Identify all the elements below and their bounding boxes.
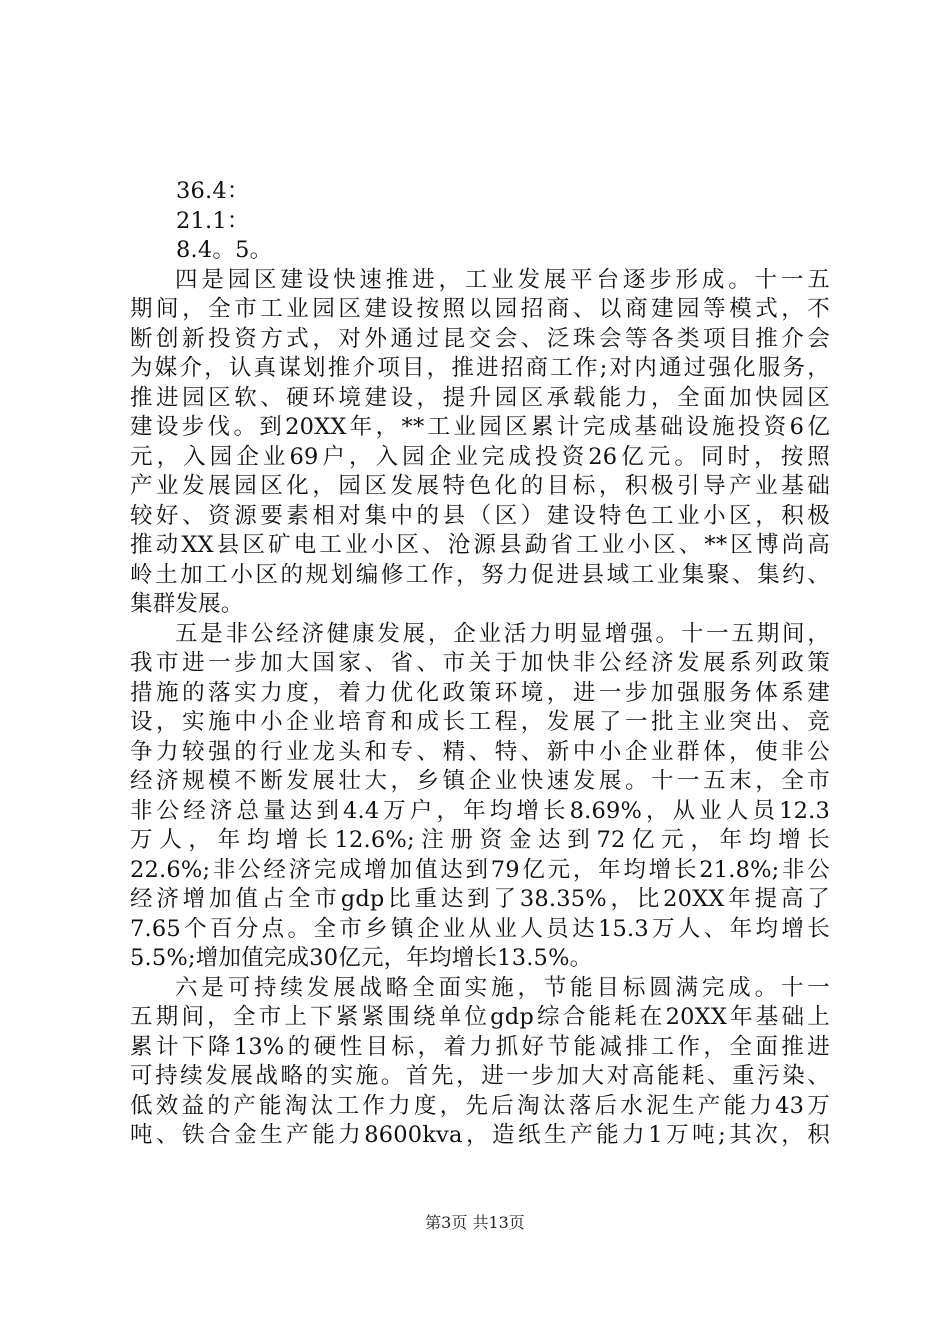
paragraph-line: 非公经济总量达到4.4万户，年均增长8.69%，从业人员12.3 <box>130 797 830 824</box>
paragraph-line: 四是园区建设快速推进，工业发展平台逐步形成。十一五 <box>175 266 830 293</box>
paragraph-line: 推动XX县区矿电工业小区、沧源县勐省工业小区、**区博尚高 <box>130 532 830 558</box>
paragraph-line: 措施的落实力度，着力优化政策环境，进一步加强服务体系建 <box>130 679 830 706</box>
ratio-line: 8.4。5。 <box>176 237 273 263</box>
paragraph-line: 可持续发展战略的实施。首先，进一步加大对高能耗、重污染、 <box>130 1063 830 1089</box>
paragraph-line: 吨、铁合金生产能力8600kva，造纸生产能力1万吨;其次，积 <box>130 1122 830 1148</box>
paragraph-industrial-parks <box>130 266 830 620</box>
ratio-line: 21.1： <box>176 207 250 234</box>
paragraph-line: 为媒介，认真谋划推介项目，推进招商工作;对内通过强化服务， <box>130 355 830 381</box>
paragraph-line: 22.6%;非公经济完成增加值达到79亿元，年均增长21.8%;非公 <box>130 856 830 883</box>
paragraph-line: 元，入园企业69户，入园企业完成投资26亿元。同时，按照 <box>130 443 830 470</box>
paragraph-line: 争力较强的行业龙头和专、精、特、新中小企业群体，使非公 <box>130 738 830 765</box>
paragraph-line: 期间，全市工业园区建设按照以园招商、以商建园等模式，不 <box>130 296 830 322</box>
paragraph-line: 7.65个百分点。全市乡镇企业从业人员达15.3万人、年均增长 <box>130 915 830 942</box>
paragraph-line: 设，实施中小企业培育和成长工程，发展了一批主业突出、竞 <box>130 709 830 735</box>
paragraph-line: 低效益的产能淘汰工作力度，先后淘汰落后水泥生产能力43万 <box>130 1092 830 1119</box>
paragraph-line: 六是可持续发展战略全面实施，节能目标圆满完成。十一 <box>175 974 830 1001</box>
paragraph-line: 集群发展。 <box>130 591 244 617</box>
paragraph-line: 建设步伐。到20XX年，**工业园区累计完成基础设施投资6亿 <box>130 414 830 440</box>
ratio-line: 36.4： <box>176 178 250 204</box>
paragraph-sustainable-development <box>130 974 830 1151</box>
paragraph-line: 我市进一步加大国家、省、市关于加快非公经济发展系列政策 <box>130 650 830 676</box>
paragraph-line: 累计下降13%的硬性目标，着力抓好节能减排工作，全面推进 <box>130 1033 830 1060</box>
page-number-footer: 第3页 共13页 <box>425 1213 525 1232</box>
document-body <box>130 177 830 1151</box>
paragraph-line: 岭土加工小区的规划编修工作，努力促进县域工业集聚、集约、 <box>130 561 830 588</box>
paragraph-line: 万人，年均增长12.6%;注册资金达到72亿元，年均增长 <box>130 827 830 853</box>
paragraph-line: 五期间，全市上下紧紧围绕单位gdp综合能耗在20XX年基础上 <box>130 1004 830 1030</box>
paragraph-line: 5.5%;增加值完成30亿元，年均增长13.5%。 <box>130 945 593 971</box>
paragraph-line: 较好、资源要素相对集中的县（区）建设特色工业小区，积极 <box>130 502 830 529</box>
paragraph-line: 推进园区软、硬环境建设，提升园区承载能力，全面加快园区 <box>130 384 830 411</box>
paragraph-line: 五是非公经济健康发展，企业活力明显增强。十一五期间， <box>175 620 830 647</box>
paragraph-line: 经济增加值占全市gdp比重达到了38.35%，比20XX年提高了 <box>130 886 830 912</box>
paragraph-line: 断创新投资方式，对外通过昆交会、泛珠会等各类项目推介会 <box>130 325 830 352</box>
paragraph-line: 经济规模不断发展壮大，乡镇企业快速发展。十一五末，全市 <box>130 768 830 794</box>
paragraph-non-public-economy <box>130 620 830 974</box>
paragraph-line: 产业发展园区化，园区发展特色化的目标，积极引导产业基础 <box>130 473 830 499</box>
